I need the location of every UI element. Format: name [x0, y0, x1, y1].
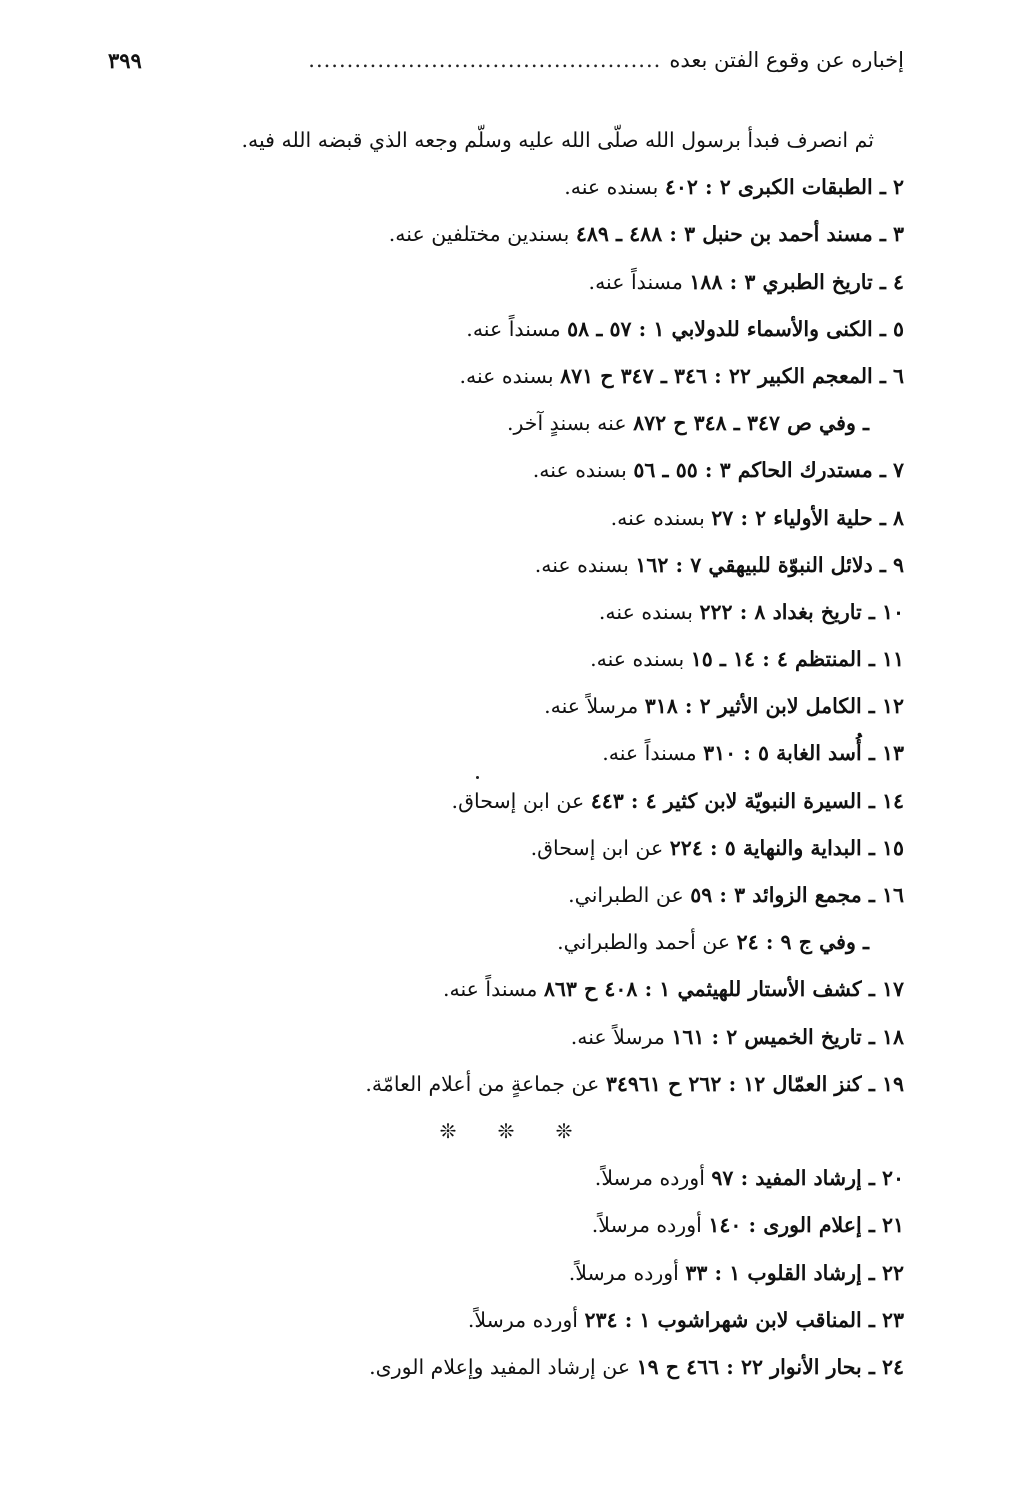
reference-note: بسنده عنه.: [532, 458, 634, 483]
references-list-a: [108, 164, 904, 1108]
reference-source: ـ وفي ج ٩ : ٢٤: [736, 930, 869, 955]
reference-note: مسنداً عنه.: [466, 316, 568, 341]
reference-note: بسنده عنه.: [610, 505, 712, 530]
reference-line: [108, 825, 904, 872]
reference-line: [108, 353, 904, 400]
reference-note: أورده مرسلاً.: [467, 1307, 585, 1332]
reference-line: [108, 400, 904, 447]
reference-line: [108, 447, 904, 494]
references-list-b: [108, 1155, 904, 1391]
reference-source: ١٦ ـ مجمع الزوائد ٣ : ٥٩: [690, 883, 904, 907]
header-title: إخباره عن وقوع الفتن بعده: [669, 48, 904, 72]
reference-line: [108, 778, 904, 825]
reference-source: ٣ ـ مسند أحمد بن حنبل ٣ : ٤٨٨ ـ ٤٨٩: [575, 222, 904, 247]
reference-line: [108, 1344, 904, 1391]
reference-note: عن جماعةٍ من أعلام العامّة.: [365, 1071, 606, 1096]
reference-note: عن أحمد والطبراني.: [557, 930, 737, 955]
reference-line: [108, 542, 904, 589]
reference-line: [108, 919, 904, 966]
reference-source: ٢١ ـ إعلام الورى : ١٤٠: [708, 1213, 904, 1238]
stray-dot: [476, 776, 479, 779]
intro-line: ثم انصرف فبدأ برسول الله صلّى الله عليه وسلّم وجعه الذي قبضه الله فيه.: [241, 128, 874, 152]
reference-note: بسندين مختلفين عنه.: [388, 222, 576, 247]
reference-note: أورده مرسلاً.: [591, 1213, 709, 1238]
reference-note: عن إرشاد المفيد وإعلام الورى.: [369, 1354, 637, 1379]
reference-line: [108, 164, 904, 211]
reference-source: ١٥ ـ البداية والنهاية ٥ : ٢٢٤: [669, 835, 904, 860]
reference-note: مسنداً عنه.: [588, 269, 690, 294]
separator-star: ❊: [497, 1118, 515, 1143]
section-separator: [108, 1108, 904, 1155]
running-header: [108, 40, 904, 80]
reference-source: ١٤ ـ السيرة النبويّة لابن كثير ٤ : ٤٤٣: [590, 788, 904, 813]
reference-line: [108, 1202, 904, 1249]
reference-source: ٦ ـ المعجم الكبير ٢٢ : ٣٤٦ ـ ٣٤٧ ح ٨٧١: [560, 363, 904, 388]
reference-note: مرسلاً عنه.: [570, 1024, 672, 1049]
reference-source: ١٣ ـ أُسد الغابة ٥ : ٣١٠: [703, 741, 904, 766]
reference-line: [108, 966, 904, 1013]
reference-source: ١٩ ـ كنز العمّال ١٢ : ٢٦٢ ح ٣٤٩٦١: [605, 1071, 904, 1096]
reference-note: مسنداً عنه.: [602, 741, 704, 766]
reference-line: [108, 1014, 904, 1061]
reference-line: [108, 589, 904, 636]
reference-line: [108, 1297, 904, 1344]
reference-source: ٢٤ ـ بحار الأنوار ٢٢ : ٤٦٦ ح ١٩: [636, 1354, 904, 1379]
reference-line: [108, 306, 904, 353]
reference-source: ١٢ ـ الكامل لابن الأثير ٢ : ٣١٨: [644, 694, 904, 719]
reference-note: بسنده عنه.: [598, 599, 700, 624]
reference-note: عن ابن إسحاق.: [530, 835, 670, 860]
reference-source: ٧ ـ مستدرك الحاكم ٣ : ٥٥ ـ ٥٦: [633, 458, 904, 483]
reference-source: ١٠ ـ تاريخ بغداد ٨ : ٢٢٢: [699, 599, 904, 624]
page-number: ٣٩٩: [108, 47, 142, 73]
reference-note: أورده مرسلاً.: [568, 1260, 686, 1285]
reference-source: ٥ ـ الكنى والأسماء للدولابي ١ : ٥٧ ـ ٥٨: [567, 316, 904, 341]
reference-line: [108, 1250, 904, 1297]
page-body: [108, 117, 904, 1391]
reference-source: ٢٣ ـ المناقب لابن شهراشوب ١ : ٢٣٤: [584, 1307, 904, 1332]
reference-note: مسنداً عنه.: [442, 977, 544, 1002]
reference-note: أورده مرسلاً.: [594, 1166, 712, 1191]
reference-line: [108, 259, 904, 306]
reference-line: [108, 495, 904, 542]
reference-note: عن ابن إسحاق.: [451, 788, 591, 813]
reference-source: ـ وفي ص ٣٤٧ ـ ٣٤٨ ح ٨٧٢: [633, 411, 869, 436]
reference-note: بسنده عنه.: [590, 647, 691, 672]
reference-line: [108, 1155, 904, 1202]
reference-line: [108, 730, 904, 777]
reference-note: بسنده عنه.: [534, 552, 636, 577]
reference-source: ١٧ ـ كشف الأستار للهيثمي ١ : ٤٠٨ ح ٨٦٣: [543, 977, 904, 1002]
reference-note: بسنده عنه.: [459, 363, 561, 388]
reference-source: ٩ ـ دلائل النبوّة للبيهقي ٧ : ١٦٢: [635, 552, 904, 577]
reference-note: بسنده عنه.: [564, 175, 665, 200]
reference-note: عنه بسندٍ آخر.: [506, 411, 634, 436]
reference-line: [108, 211, 904, 258]
reference-line: [108, 1061, 904, 1108]
reference-line: [108, 683, 904, 730]
reference-source: ١٨ ـ تاريخ الخميس ٢ : ١٦١: [671, 1024, 904, 1049]
reference-source: ٢٢ ـ إرشاد القلوب ١ : ٣٣: [685, 1260, 904, 1285]
reference-source: ١١ ـ المنتظم ٤ : ١٤ ـ ١٥: [690, 647, 904, 672]
reference-source: ٨ ـ حلية الأولياء ٢ : ٢٧: [711, 505, 904, 530]
header-dot-leader: ..............................................: [308, 48, 662, 72]
separator-star: ❊: [439, 1118, 457, 1143]
reference-note: مرسلاً عنه.: [544, 694, 645, 719]
reference-source: ٢٠ ـ إرشاد المفيد : ٩٧: [711, 1166, 904, 1191]
reference-note: عن الطبراني.: [568, 883, 691, 907]
separator-star: ❊: [555, 1118, 573, 1143]
reference-line: [108, 872, 904, 919]
reference-source: ٢ ـ الطبقات الكبرى ٢ : ٤٠٢: [664, 175, 904, 200]
reference-line: [108, 636, 904, 683]
reference-source: ٤ ـ تاريخ الطبري ٣ : ١٨٨: [689, 269, 904, 294]
